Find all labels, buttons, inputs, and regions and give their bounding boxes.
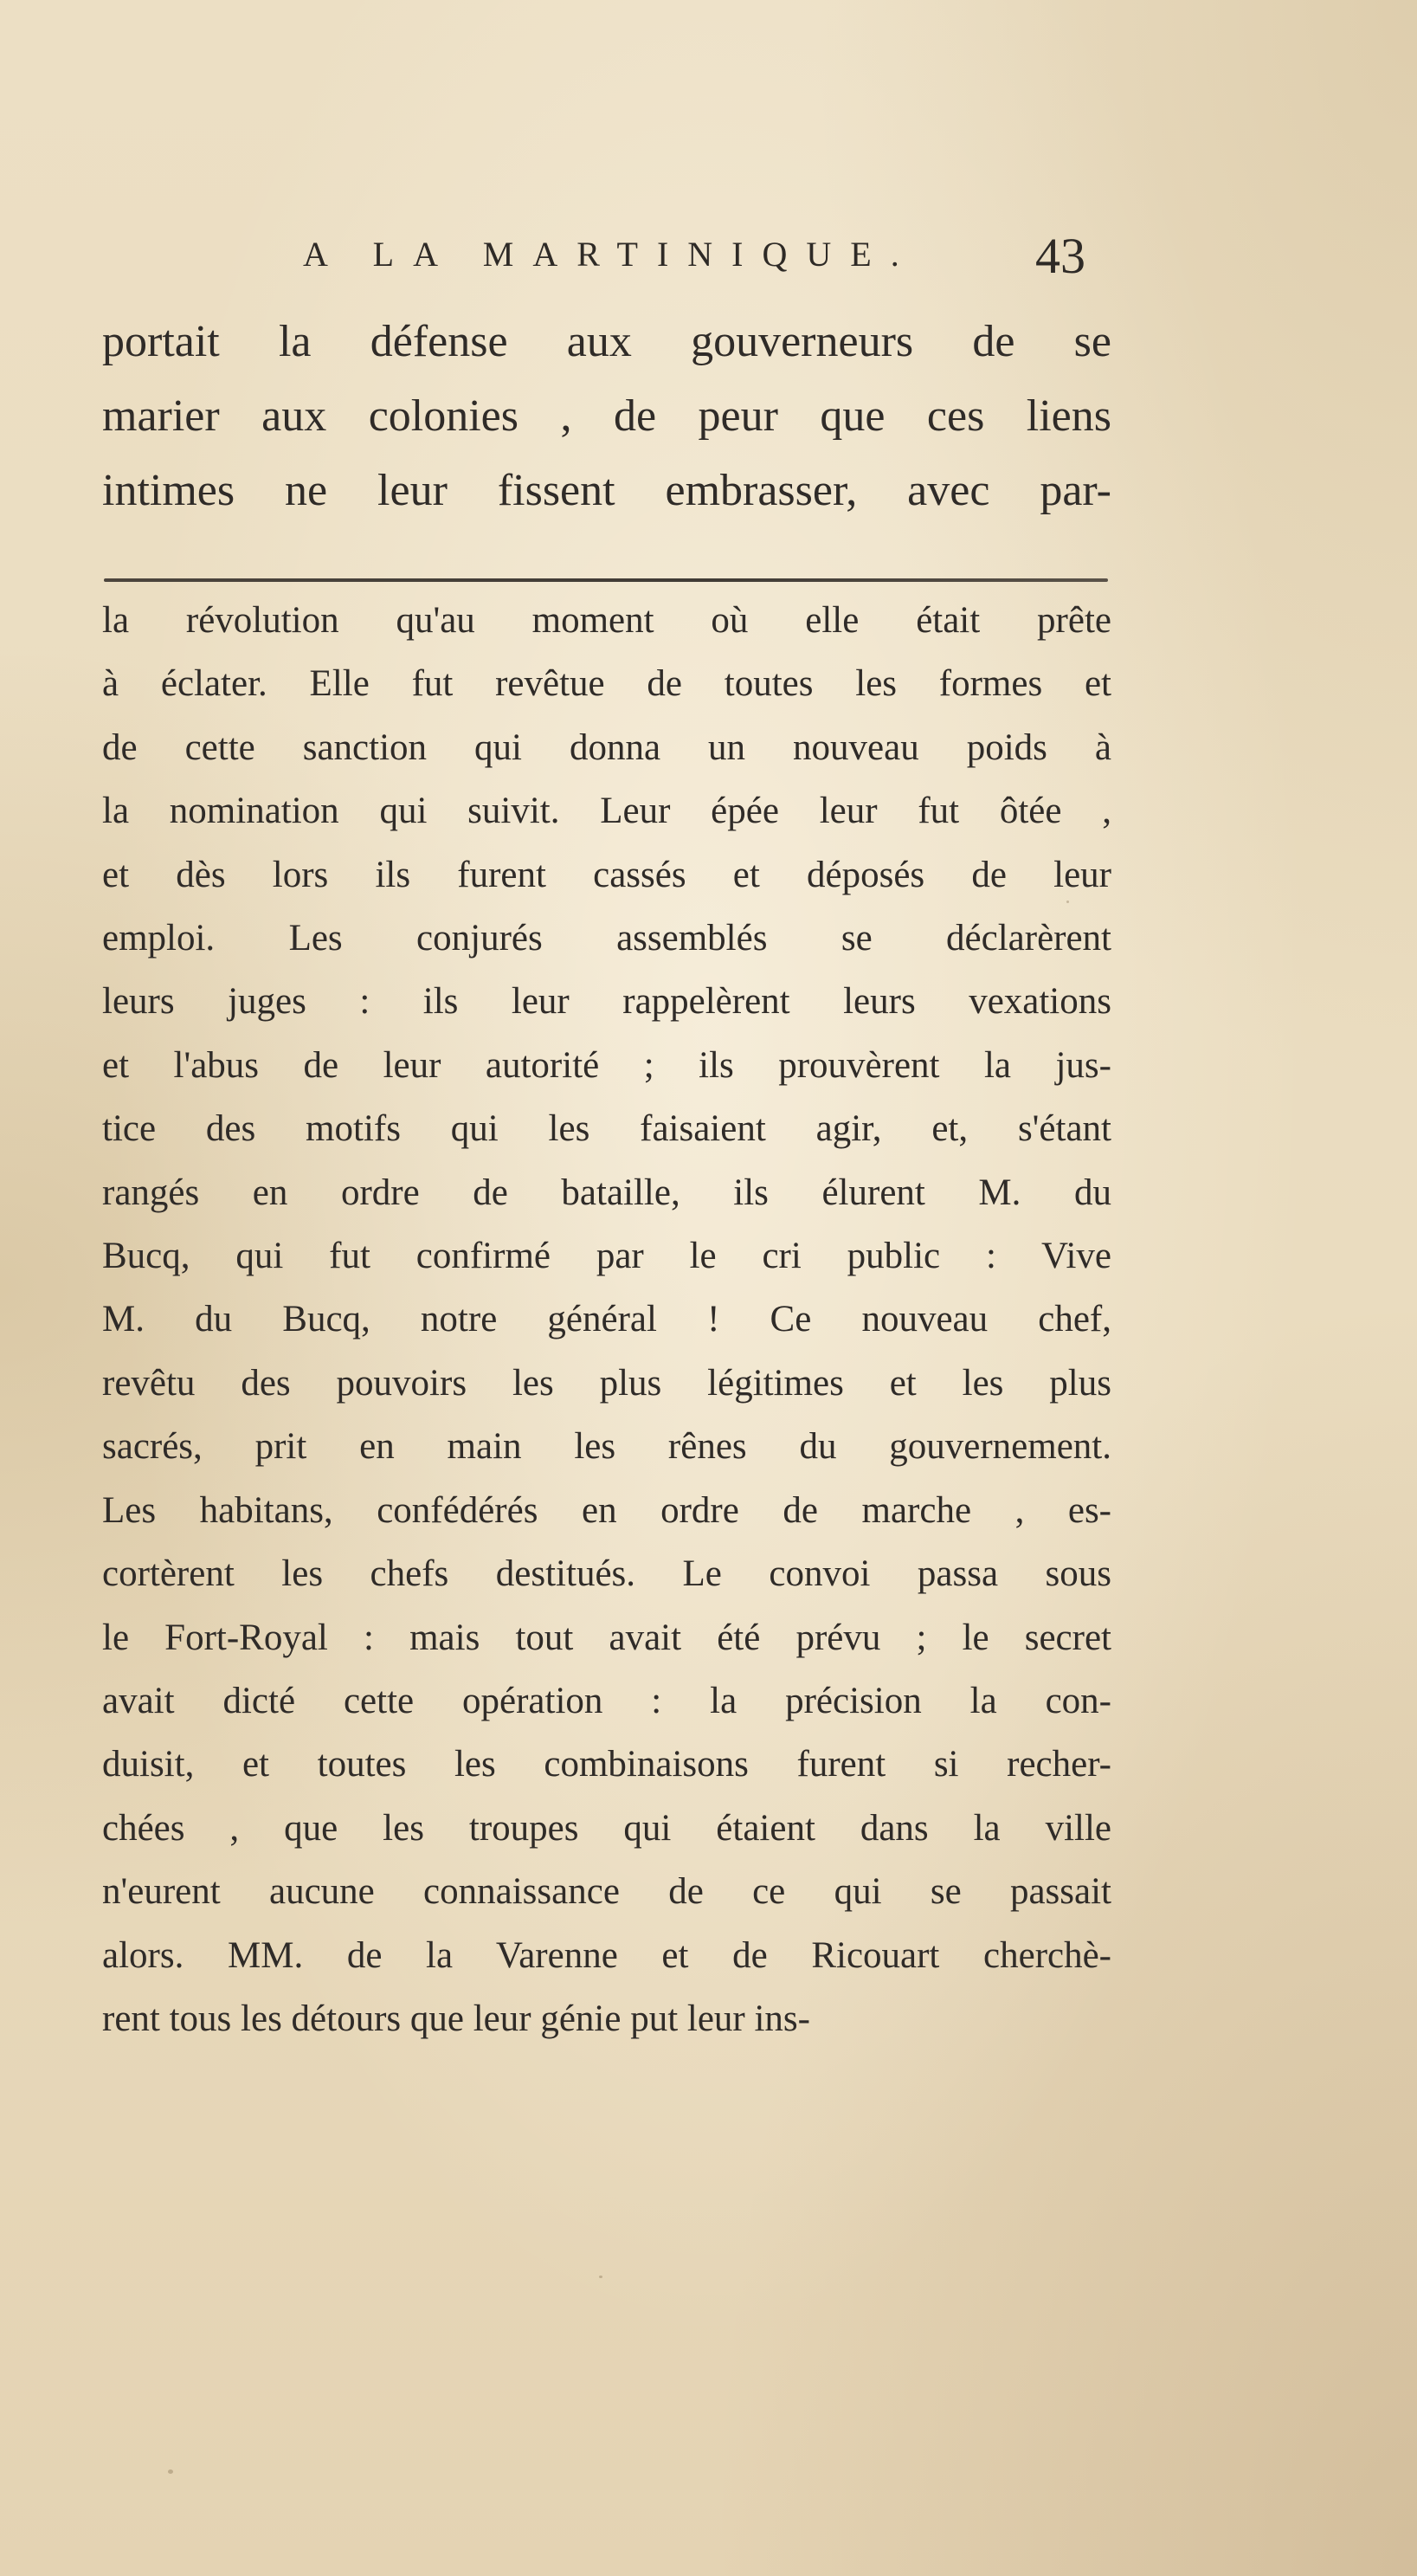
paper-speck [599,2276,602,2278]
main-text-line: marier aux colonies , de peur que ces liens [102,391,1111,441]
footnote-line: revêtu des pouvoirs les plus légitimes et les plus [102,1362,1111,1404]
footnote-line: cortèrent les chefs destitués. Le convoi passa sous [102,1553,1111,1595]
footnote-line: et dès lors ils furent cassés et déposés de leur [102,854,1111,895]
main-text-line: portait la défense aux gouverneurs de se [102,317,1111,366]
footnote-line: sacrés, prit en main les rênes du gouvernement. [102,1426,1111,1468]
footnote-line: Les habitans, confédérés en ordre de marche , es- [102,1489,1111,1531]
footnote-line: à éclater. Elle fut revêtue de toutes les formes et [102,663,1111,705]
footnote-line: rangés en ordre de bataille, ils élurent M. du [102,1172,1111,1213]
footnote-line: chées , que les troupes qui étaient dans la ville [102,1807,1111,1849]
paper-speck [168,2469,173,2474]
footnote-line: leurs juges : ils leur rappelèrent leurs vexations [102,981,1111,1023]
main-text-line: intimes ne leur fissent embrasser, avec par- [102,466,1111,515]
footnote-text [102,589,1111,2050]
footnote-line: le Fort-Royal : mais tout avait été prévu ; le secret [102,1617,1111,1658]
footnote-line: n'eurent aucune connaissance de ce qui se passait [102,1871,1111,1913]
footnote-line: alors. MM. de la Varenne et de Ricouart cherchè- [102,1934,1111,1976]
main-text [102,305,1111,528]
footnote-line: duisit, et toutes les combinaisons furent si recher- [102,1744,1111,1785]
footnote-line: emploi. Les conjurés assemblés se déclarèrent [102,918,1111,959]
footnote-line: la nomination qui suivit. Leur épée leur fut ôtée , [102,791,1111,832]
page-number: 43 [1035,228,1085,284]
footnote-line: de cette sanction qui donna un nouveau poids à [102,726,1111,768]
footnote-line: M. du Bucq, notre général ! Ce nouveau chef, [102,1299,1111,1340]
footnote-rule [104,578,1108,582]
paper-speck [1066,901,1069,903]
footnote-line: rent tous les détours que leur génie put leur ins- [102,1998,810,2039]
running-head: A LA MARTINIQUE. [303,235,918,274]
footnote-line: tice des motifs qui les faisaient agir, et, s'étant [102,1108,1111,1150]
footnote-line: avait dicté cette opération : la précision la con- [102,1680,1111,1721]
footnote-line: et l'abus de leur autorité ; ils prouvèrent la jus- [102,1044,1111,1086]
page-header [0,227,1417,296]
footnote-line: Bucq, qui fut confirmé par le cri public : Vive [102,1236,1111,1277]
footnote-line: la révolution qu'au moment où elle était prête [102,600,1111,641]
